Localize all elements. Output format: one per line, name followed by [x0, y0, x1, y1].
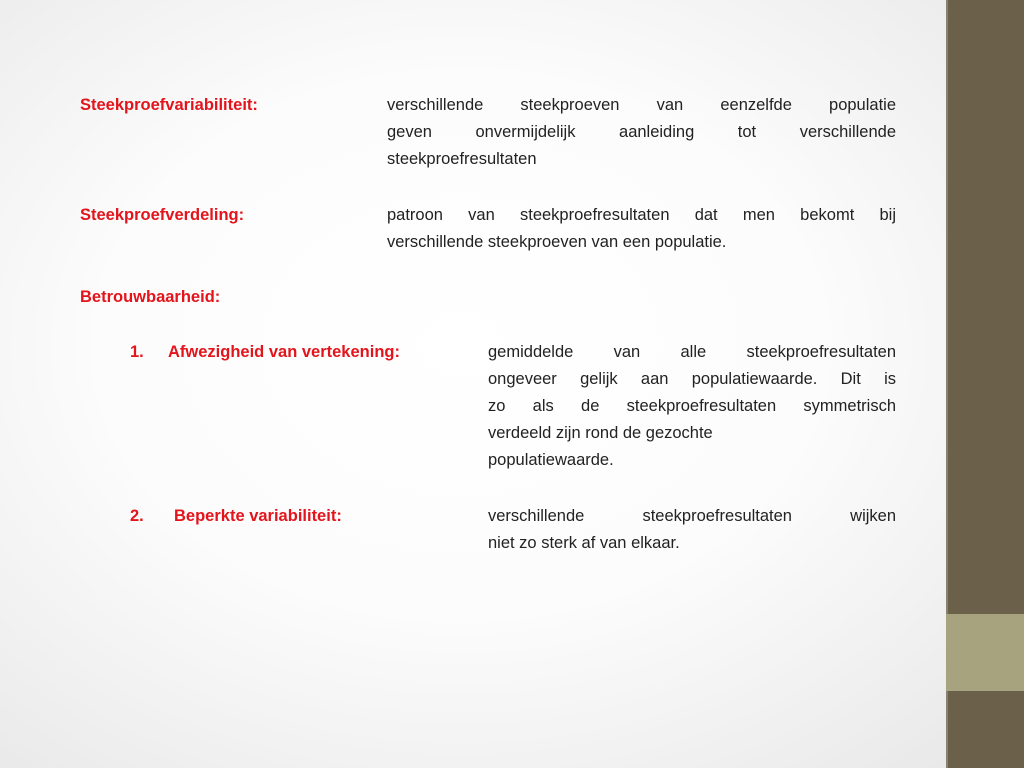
definition-line: steekproefresultaten: [387, 150, 537, 168]
definition-line: gemiddelde van alle steekproefresultaten: [488, 343, 896, 361]
sidebar-accent-block: [946, 614, 1024, 691]
term-beperkte-variabiliteit: Beperkte variabiliteit:: [174, 507, 342, 525]
definition-line: zo als de steekproefresultaten symmetrisch: [488, 397, 896, 415]
list-number: 2.: [130, 507, 144, 525]
definition-line: verschillende steekproeven van een populatie.: [387, 233, 727, 251]
list-number: 1.: [130, 343, 144, 361]
definition-beperkte-variabiliteit: [488, 503, 896, 557]
term-steekproefvariabiliteit: Steekproefvariabiliteit:: [80, 96, 258, 114]
term-steekproefverdeling: Steekproefverdeling:: [80, 206, 245, 224]
definition-line: ongeveer gelijk aan populatiewaarde. Dit is: [488, 370, 896, 388]
definition-line: verschillende steekproefresultaten wijken: [488, 507, 896, 525]
definition-steekproefvariabiliteit: [387, 92, 896, 173]
definition-line: verschillende steekproeven van eenzelfde populatie: [387, 96, 896, 114]
definition-line: niet zo sterk af van elkaar.: [488, 534, 680, 552]
definition-line: verdeeld zijn rond de gezochte: [488, 424, 713, 442]
definition-line: geven onvermijdelijk aanleiding tot verschillende: [387, 123, 896, 141]
definition-line: patroon van steekproefresultaten dat men bekomt bij: [387, 206, 896, 224]
term-betrouwbaarheid: Betrouwbaarheid:: [80, 288, 221, 306]
definition-line: populatiewaarde.: [488, 451, 614, 469]
term-afwezigheid-van-vertekening: Afwezigheid van vertekening:: [168, 343, 400, 361]
decorative-sidebar: [946, 0, 1024, 768]
definition-afwezigheid-van-vertekening: [488, 339, 896, 474]
definition-steekproefverdeling: [387, 202, 896, 256]
